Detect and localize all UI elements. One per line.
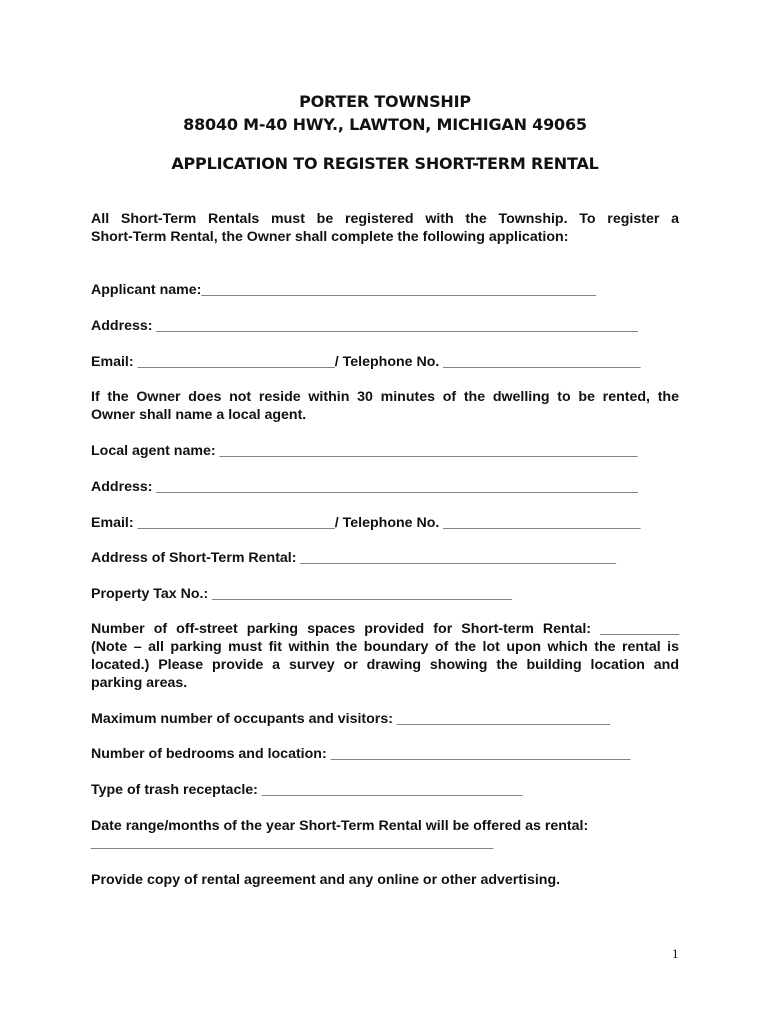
- intro-paragraph: [91, 210, 679, 246]
- rental-address-field[interactable]: Address of Short-Term Rental: ________________________________________: [91, 550, 617, 566]
- property-tax-field[interactable]: Property Tax No.: ______________________________________: [91, 586, 512, 602]
- parking-line-3: located.) Please provide a survey or drawing showing the building location and: [91, 657, 679, 673]
- parking-line-2: (Note – all parking must fit within the boundary of the lot upon which the rental is: [91, 639, 679, 655]
- applicant-address-field[interactable]: Address: _____________________________________________________________: [91, 318, 638, 334]
- bedrooms-field[interactable]: Number of bedrooms and location: ______________________________________: [91, 746, 631, 762]
- page-number: 1: [672, 946, 679, 961]
- agent-note-line-1: If the Owner does not reside within 30 minutes of the dwelling to be rented, the: [91, 389, 679, 405]
- applicant-email-phone-field[interactable]: Email: _________________________/ Telephone No. _________________________: [91, 354, 641, 370]
- agent-note-line-2: Owner shall name a local agent.: [91, 407, 307, 423]
- date-range-label: Date range/months of the year Short-Term Rental will be offered as rental:: [91, 818, 589, 834]
- local-agent-name-field[interactable]: Local agent name: _____________________________________________________: [91, 443, 638, 459]
- agent-note-paragraph: [91, 388, 679, 424]
- document-title: APPLICATION TO REGISTER SHORT-TERM RENTAL: [171, 154, 599, 173]
- copy-request-text: Provide copy of rental agreement and any online or other advertising.: [91, 872, 561, 888]
- parking-line-4: parking areas.: [91, 675, 188, 691]
- township-name: PORTER TOWNSHIP: [299, 92, 471, 111]
- parking-line-1[interactable]: Number of off-street parking spaces provided for Short-term Rental: __________: [91, 621, 679, 637]
- township-address: 88040 M-40 HWY., LAWTON, MICHIGAN 49065: [183, 115, 587, 134]
- applicant-name-field[interactable]: Applicant name:__________________________________________________: [91, 282, 596, 298]
- date-range-field[interactable]: ___________________________________________________: [91, 835, 494, 851]
- intro-line-2: Short-Term Rental, the Owner shall complete the following application:: [91, 229, 569, 245]
- trash-receptacle-field[interactable]: Type of trash receptacle: _________________________________: [91, 782, 523, 798]
- local-agent-address-field[interactable]: Address: _____________________________________________________________: [91, 479, 638, 495]
- local-agent-email-phone-field[interactable]: Email: _________________________/ Telephone No. _________________________: [91, 515, 641, 531]
- occupants-field[interactable]: Maximum number of occupants and visitors: ___________________________: [91, 711, 610, 727]
- intro-line-1: All Short-Term Rentals must be registered with the Township. To register a: [91, 211, 679, 227]
- parking-paragraph: [91, 620, 679, 692]
